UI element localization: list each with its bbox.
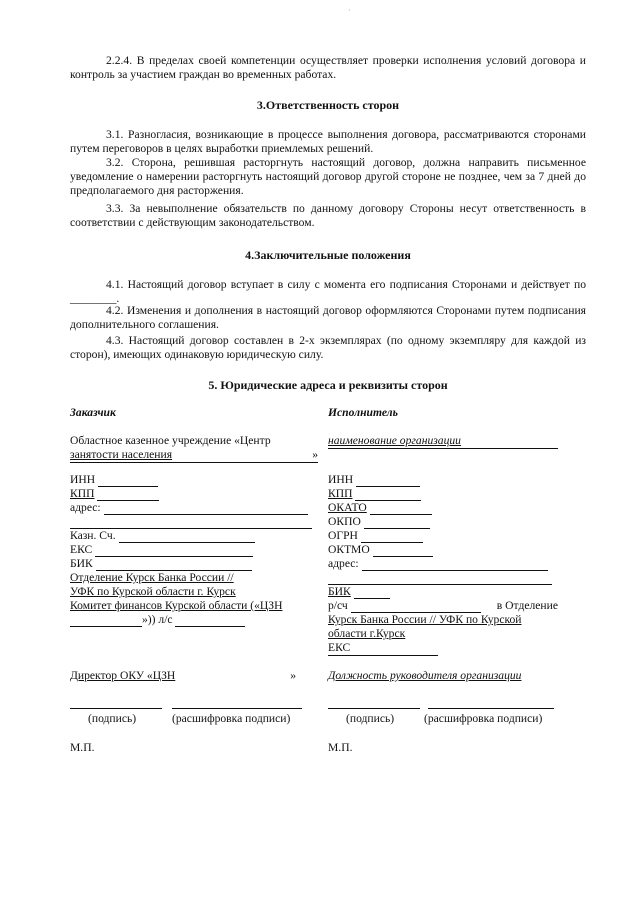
customer-org-line2: занятости населения »	[70, 448, 318, 461]
contractor-address: адрес:	[328, 557, 560, 571]
contractor-decode-line	[428, 708, 554, 709]
clause-3-1: 3.1. Разногласия, возникающие в процессе выполнения договора, рассматриваются сторонами путем переговоров в целях выработки приемлемых решений.	[70, 128, 586, 155]
clause-4-1: 4.1. Настоящий договор вступает в силу с момента его подписания Сторонами и действует по ________.	[70, 278, 586, 305]
section-4-title: 4.Заключительные положения	[245, 248, 411, 262]
customer-column	[70, 406, 320, 627]
contractor-okpo: ОКПО	[328, 515, 560, 529]
contractor-rs: р/сч в Отделение	[328, 599, 558, 612]
customer-bank-2: УФК по Курской области г. Курск	[70, 585, 236, 598]
section-5-title: 5. Юридические адреса и реквизиты сторон	[208, 378, 448, 392]
customer-signature-block	[70, 669, 320, 683]
customer-komitet-1: Комитет финансов Курской области («ЦЗН	[70, 599, 283, 612]
scan-mark: ·	[348, 6, 351, 15]
clause-4-2: 4.2. Изменения и дополнения в настоящий договор оформляются Сторонами путем подписания дополнительного соглашения.	[70, 304, 586, 331]
contractor-address-line2	[328, 571, 560, 585]
contractor-oktmo: ОКТМО	[328, 543, 560, 557]
contractor-heading: Исполнитель	[328, 406, 398, 419]
customer-address-line2	[70, 515, 320, 529]
contractor-eks: ЕКС	[328, 641, 438, 656]
customer-bik: БИК	[70, 557, 320, 571]
contractor-kpp: КПП	[328, 487, 560, 501]
clause-3-3: 3.3. За невыполнение обязательств по данному договору Стороны несут ответственность в соответствии с действующим законодательством.	[70, 202, 586, 229]
contractor-bik: БИК	[328, 585, 560, 599]
customer-kpp: КПП	[70, 487, 320, 501]
contractor-stamp: М.П.	[328, 741, 353, 754]
clause-2-2-4: 2.2.4. В пределах своей компетенции осуществляет проверки исполнения условий договора и контроль за участием граждан во временных работах.	[70, 54, 586, 81]
contractor-ogrn: ОГРН	[328, 529, 560, 543]
customer-inn: ИНН	[70, 473, 320, 487]
customer-bank-1: Отделение Курск Банка России //	[70, 571, 234, 584]
customer-decode-line	[172, 708, 302, 709]
contractor-position: Должность руководителя организации	[328, 669, 522, 682]
customer-address: адрес:	[70, 501, 320, 515]
contractor-sign-line	[328, 708, 420, 709]
customer-decode-caption: (расшифровка подписи)	[172, 712, 291, 725]
clause-4-3: 4.3. Настоящий договор составлен в 2-х экземплярах (по одному экземпляру для каждой из сторон), имеющих одинаковую юридическую силу.	[70, 334, 586, 361]
contractor-inn: ИНН	[328, 473, 560, 487]
customer-sign-caption: (подпись)	[88, 712, 137, 725]
contractor-column	[328, 406, 560, 656]
contractor-org-name: наименование организации	[328, 434, 558, 449]
customer-eks: ЕКС	[70, 543, 320, 557]
contractor-bank-1: Курск Банка России // УФК по Курской	[328, 613, 522, 626]
contractor-sign-caption: (подпись)	[346, 712, 395, 725]
customer-stamp: М.П.	[70, 741, 95, 754]
customer-director: Директор ОКУ «ЦЗН »	[70, 669, 296, 682]
customer-kazn: Казн. Сч.	[70, 529, 320, 543]
customer-sign-line	[70, 708, 162, 709]
contractor-decode-caption: (расшифровка подписи)	[424, 712, 543, 725]
customer-heading: Заказчик	[70, 406, 116, 419]
customer-komitet-2: »)) л/с	[70, 613, 320, 627]
customer-org-line1: Областное казенное учреждение «Центр	[70, 434, 271, 447]
contractor-okato: ОКАТО	[328, 501, 560, 515]
section-3-title: 3.Ответственность сторон	[256, 98, 400, 112]
clause-3-2: 3.2. Сторона, решившая расторгнуть настоящий договор, должна направить письменное уведомление о намерении расторгнуть настоящий договор другой стороне не позднее, чем за 7 дней до предполагаемого дня расторжения.	[70, 156, 586, 197]
contractor-bank-2: области г.Курск	[328, 627, 406, 640]
